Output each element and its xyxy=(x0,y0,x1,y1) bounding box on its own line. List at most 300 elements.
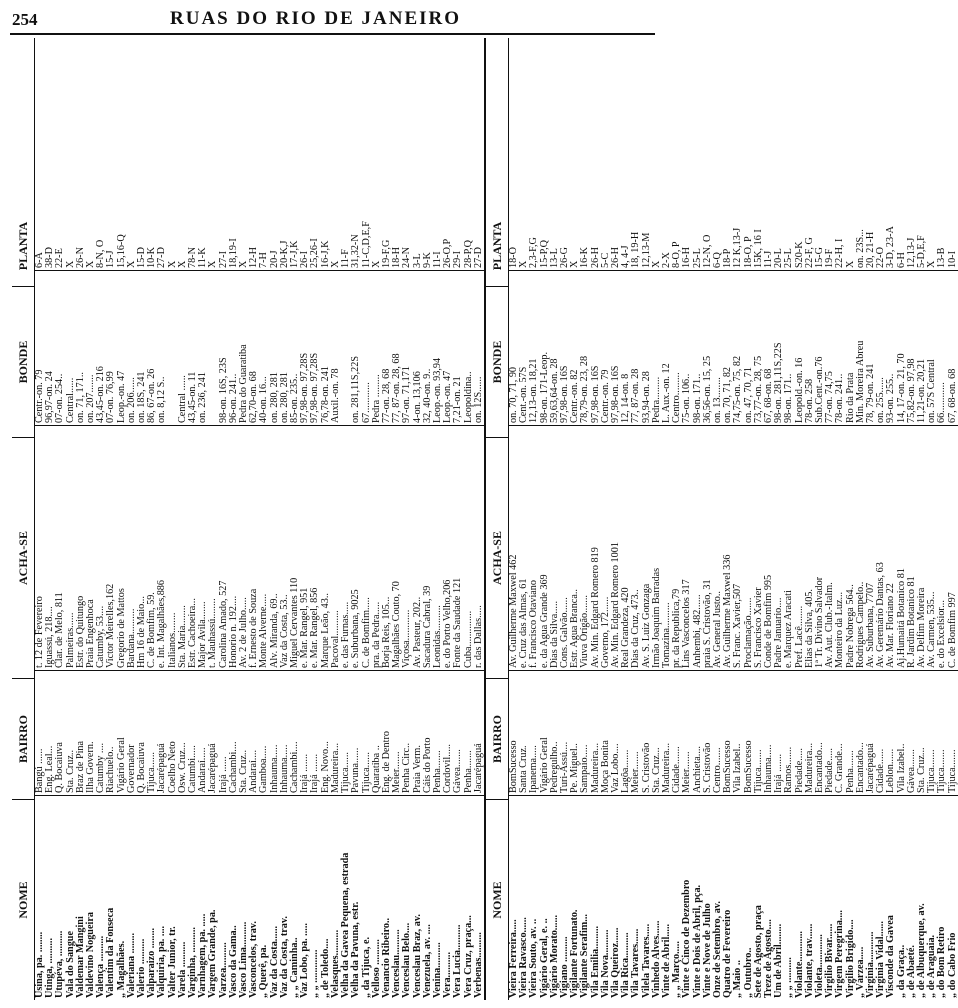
cell-bairro: Anchieta.... xyxy=(693,670,703,795)
cell-nome: Sete de Agosto, praça xyxy=(754,795,764,1000)
cell-bairro: Leblon...... xyxy=(886,670,896,795)
cell-planta: 20-L xyxy=(773,248,785,268)
cell-nome: „ „ Caminha.. xyxy=(290,795,300,1000)
header-planta: PLANTA xyxy=(489,221,504,271)
cell-acha: e. Cruz das Almas, 61 xyxy=(519,425,529,670)
cell-nome: Vinte e Nove de Julho xyxy=(703,795,713,1000)
cell-planta: 18-O, P xyxy=(742,236,754,268)
cell-bonde: Centr.-on. 82 xyxy=(570,270,580,425)
cell-acha: Monte Alverne..... xyxy=(259,425,269,670)
cell-bonde: Centr.-on. 79 xyxy=(601,270,611,425)
cell-nome: Varzea.......... xyxy=(219,795,229,1000)
cell-planta: 26-H xyxy=(589,247,601,268)
cell-planta: 15-J xyxy=(105,250,117,268)
cell-bonde: 78-on. 258 xyxy=(805,270,815,425)
header-nome: NOME xyxy=(12,799,34,1000)
cell-acha: Carolina Amado, 527 xyxy=(219,425,229,670)
cell-acha: Fonte da Saudade 121 xyxy=(453,425,463,670)
table-row xyxy=(754,38,764,1000)
cell-bonde: on. 207....... xyxy=(86,270,96,425)
cell-acha: Praia Engenhoca xyxy=(86,425,96,670)
cell-acha: e. Int. Magalhães,886 xyxy=(157,425,167,670)
cell-planta: X xyxy=(329,260,341,268)
cell-bonde: 85-on. 235.. xyxy=(290,270,300,425)
header-nome: NOME xyxy=(486,799,508,1000)
cell-bairro: Sta. Cruz... xyxy=(917,670,927,795)
cell-planta: 19-F xyxy=(824,248,836,268)
table-row xyxy=(693,38,703,1000)
cell-planta: 3-D, 23-A xyxy=(885,226,897,268)
cell-bairro: Cidade...... xyxy=(876,670,886,795)
cell-nome: Visconde da Gavea xyxy=(886,795,896,1000)
cell-bairro: BomSucesso xyxy=(509,670,519,795)
cell-nome: „ Querê, pa. xyxy=(259,795,269,1000)
cell-bairro: Pedregulho.. xyxy=(550,670,560,795)
cell-bairro: Eng. Leal... xyxy=(45,670,55,795)
cell-acha: Av. Min. Edgard Romero 819 xyxy=(591,425,601,670)
cell-bairro: Cordovil..... xyxy=(443,670,453,795)
cell-bonde: Leopold.-on. 16 xyxy=(795,270,805,425)
table-row xyxy=(137,38,147,1000)
cell-acha: Gregorio de Mattos xyxy=(117,425,127,670)
cell-nome: Violante, trav...... xyxy=(805,795,815,1000)
cell-bonde: 86, 67-on. 26 xyxy=(147,270,157,425)
cell-bonde: 77, 87-on. 28, 68 xyxy=(392,270,402,425)
cell-planta: 11-I xyxy=(431,251,443,268)
cell-bairro: Catumby .... xyxy=(96,670,106,795)
cell-bonde: on. 13........ xyxy=(713,270,723,425)
table-half-left xyxy=(12,38,486,1000)
cell-bonde: L. Aux.-on. 12 xyxy=(662,270,672,425)
cell-planta: 26-G xyxy=(558,247,570,268)
table-row xyxy=(392,38,402,1000)
cell-acha: Honorio n. 192.... xyxy=(229,425,239,670)
cell-acha: e. das Furnas..... xyxy=(341,425,351,670)
header-rule xyxy=(10,33,655,35)
cell-nome: Onze de Setembro, av. xyxy=(713,795,723,1000)
cell-planta: 18, 19-H xyxy=(630,231,642,268)
cell-bairro: Jacarépaguá xyxy=(866,670,876,795)
table-row xyxy=(382,38,392,1000)
cell-nome: Treze de Agosto.... xyxy=(764,795,774,1000)
cell-planta: 29-I xyxy=(452,251,464,268)
cell-planta: 26-H xyxy=(609,247,621,268)
cell-acha: 1ª Tr. Divino Salvador xyxy=(815,425,825,670)
cell-bonde: 97,98-on. 16S xyxy=(560,270,570,425)
cell-planta: 18,19-I xyxy=(227,238,239,268)
cell-nome: Velloso .......... xyxy=(372,795,382,1000)
cell-planta: 26-O,P xyxy=(442,238,454,268)
cell-acha: Sta. Maria........ xyxy=(178,425,188,670)
cell-bairro: Vila Izabel.. xyxy=(733,670,743,795)
cell-acha: Cuba.............. xyxy=(464,425,474,670)
cell-acha: Av. Mar. Floriano 22 xyxy=(886,425,896,670)
header-bonde: BONDE xyxy=(12,286,34,437)
cell-nome: Virginia Vidal...... xyxy=(876,795,886,1000)
cell-acha: t. Mauhassú........ xyxy=(208,425,218,670)
cell-nome: „ Magalhães. xyxy=(117,795,127,1000)
cell-bonde: 97-on. 71,171 xyxy=(402,270,412,425)
cell-planta: X xyxy=(844,260,856,268)
cell-acha: Pref. Lacê........ xyxy=(795,425,805,670)
cell-bonde: 93-on. 255.. xyxy=(886,270,896,425)
table-row xyxy=(219,38,229,1000)
table-row xyxy=(188,38,198,1000)
cell-bonde: 43,45-on. 11 xyxy=(188,270,198,425)
cell-planta: 18-H xyxy=(391,247,403,268)
cell-acha: Av. Suburbana, 7707 xyxy=(866,425,876,670)
cell-nome: Vila Nova.......... xyxy=(601,795,611,1000)
table-row xyxy=(948,38,958,1000)
cell-bairro: Irajá ...... xyxy=(219,670,229,795)
table-row xyxy=(550,38,560,1000)
table-row xyxy=(280,38,290,1000)
cell-bonde: on. 281,11S,22S xyxy=(351,270,361,425)
cell-bairro: Madureira... xyxy=(805,670,815,795)
cell-acha: S. Franc. Xavier,507 xyxy=(733,425,743,670)
cell-bairro: Madureira... xyxy=(662,670,672,795)
cell-nome: „ Outubro.. xyxy=(744,795,754,1000)
cell-nome: „ de Abaeté. xyxy=(907,795,917,1000)
cell-bonde: 96,97-on. 24 xyxy=(45,270,55,425)
table-row xyxy=(157,38,167,1000)
cell-nome: Verbenas.......... xyxy=(474,795,484,1000)
table-row xyxy=(66,38,76,1000)
cell-bonde: on. 18S, 241 xyxy=(137,270,147,425)
cell-bonde: 77-on. 28, 68 xyxy=(382,270,392,425)
page-number: 254 xyxy=(12,10,38,29)
cell-bairro: Riachuelo.. xyxy=(106,670,116,795)
cell-planta: 4, 4-J xyxy=(620,245,632,268)
cell-bonde: 93,94-on. 28 xyxy=(642,270,652,425)
cell-planta: X xyxy=(166,260,178,268)
cell-acha: S. Francisco Xavier xyxy=(754,425,764,670)
cell-acha: f. Ernesto de Souza xyxy=(249,425,259,670)
cell-planta: 15,16-Q xyxy=(115,234,127,268)
table-row xyxy=(713,38,723,1000)
cell-bonde: Min. Moreira Abreu xyxy=(856,270,866,425)
cell-acha: Av. Min. Edgard Romero 1001 xyxy=(611,425,621,670)
cell-planta: 18-P xyxy=(722,248,734,268)
cell-bonde: 36,56-on. 15, 25 xyxy=(703,270,713,425)
column-header-row xyxy=(12,38,35,1000)
cell-bairro: S. Cristovão xyxy=(642,670,652,795)
cell-acha: Miguel Cervantes 110 xyxy=(290,425,300,670)
cell-planta: 19-F,G xyxy=(380,239,392,268)
table-row xyxy=(96,38,106,1000)
cell-acha: e. Marquez Aracati xyxy=(784,425,794,670)
table-row xyxy=(723,38,733,1000)
cell-bonde: 07-on. 254.. xyxy=(55,270,65,425)
cell-planta: 10-I xyxy=(946,251,958,268)
table-row xyxy=(402,38,412,1000)
cell-acha: R. Jardim Botanico 81 xyxy=(907,425,917,670)
cell-nome: Vinte e Cinco de Dezembro xyxy=(682,795,692,1000)
header-acha-se: ACHA-SE xyxy=(486,437,508,678)
table-row xyxy=(117,38,127,1000)
cell-bairro: BomSucesso xyxy=(723,670,733,795)
cell-nome: Vaz Lobo, pa. ..... xyxy=(300,795,310,1000)
cell-bonde: 75-on. 106.. xyxy=(682,270,692,425)
cell-nome: Vigilante Serafim... xyxy=(580,795,590,1000)
cell-bonde: 78,79-on. 23, 28 xyxy=(580,270,590,425)
cell-planta: X xyxy=(569,260,581,268)
cell-acha: Marque Leão, 43.. xyxy=(321,425,331,670)
table-row xyxy=(856,38,866,1000)
cell-planta: X xyxy=(926,260,938,268)
cell-planta: 7-H xyxy=(258,252,270,268)
table-row xyxy=(795,38,805,1000)
table-row xyxy=(35,38,45,1000)
cell-bairro: Tijuca....... xyxy=(754,670,764,795)
table-row xyxy=(764,38,774,1000)
table-row xyxy=(229,38,239,1000)
cell-nome: Virginia............ xyxy=(866,795,876,1000)
cell-bonde: 62,70-on. 68 xyxy=(249,270,259,425)
cell-nome: Vieira Souto, av. .. xyxy=(529,795,539,1000)
table-row xyxy=(290,38,300,1000)
table-body-left xyxy=(35,38,484,1000)
cell-bairro: Vila Izabel.. xyxy=(897,670,907,795)
table-row xyxy=(249,38,259,1000)
cell-bonde: 07-on. 76,99 xyxy=(106,270,116,425)
cell-bairro: Inhauma..... xyxy=(270,670,280,795)
cell-nome: Vilela Tavares..... xyxy=(642,795,652,1000)
table-row xyxy=(321,38,331,1000)
cell-bairro: Coelho Neto xyxy=(168,670,178,795)
cell-planta: 24-N xyxy=(401,247,413,268)
cell-planta: 22-O xyxy=(875,247,887,268)
cell-bairro: Piedade..... xyxy=(795,670,805,795)
cell-bonde: 7,21-on. 21 xyxy=(453,270,463,425)
cell-nome: „ da Tijuca, e. xyxy=(362,795,372,1000)
cell-bairro: Quaratiba .. xyxy=(372,670,382,795)
cell-nome: „ Várzea..... xyxy=(856,795,866,1000)
table-row xyxy=(423,38,433,1000)
cell-acha: Proclamação....... xyxy=(744,425,754,670)
cell-planta: 8-O, P xyxy=(671,241,683,268)
table-row xyxy=(474,38,484,1000)
table-row xyxy=(300,38,310,1000)
cell-acha: Av. S. Luiz Gonzaga xyxy=(642,425,652,670)
cell-bonde: on. 206...... xyxy=(127,270,137,425)
cell-planta: X xyxy=(650,260,662,268)
cell-acha: Governo, 172...... xyxy=(601,425,611,670)
cell-bairro: Eng. Novo... xyxy=(321,670,331,795)
cell-bonde: 98-on. 171.. xyxy=(784,270,794,425)
cell-bonde: on. 70, 71, 90 xyxy=(509,270,519,425)
cell-bonde: on. 236, 241 xyxy=(198,270,208,425)
table-row xyxy=(76,38,86,1000)
cell-nome: Utinga, .......... xyxy=(45,795,55,1000)
cell-nome: Venceslau Belo.... xyxy=(402,795,412,1000)
cell-bairro: Catumbi..... xyxy=(188,670,198,795)
cell-planta: 16-K xyxy=(579,247,591,268)
page-header xyxy=(0,0,665,38)
cell-nome: Usina, pa. ........ xyxy=(35,795,45,1000)
cell-planta: 5-C xyxy=(599,252,611,268)
cell-planta: 3-L xyxy=(411,253,423,268)
cell-planta: 11-C,D,E,F xyxy=(360,221,372,268)
cell-nome: Vila Emilia......... xyxy=(591,795,601,1000)
cell-planta: 12,13-M xyxy=(640,232,652,268)
cell-nome: Vargem Grande, pa. xyxy=(208,795,218,1000)
table-row xyxy=(464,38,474,1000)
table-row xyxy=(270,38,280,1000)
cell-bairro: Gamboa..... xyxy=(259,670,269,795)
table-row xyxy=(917,38,927,1000)
cell-planta: 6-Q xyxy=(712,252,723,268)
cell-nome: Venancio Ribeiro.. xyxy=(382,795,392,1000)
cell-bairro: C. Grande... xyxy=(835,670,845,795)
cell-bonde: Centr.-on. 79 xyxy=(35,270,45,425)
cell-acha: Av. Delfim Moreira xyxy=(917,425,927,670)
table-row xyxy=(591,38,601,1000)
cell-acha: pra. da Pedra..... xyxy=(372,425,382,670)
cell-bairro: Ilha Govern. xyxy=(86,670,96,795)
cell-nome: Vinhedo Alves...... xyxy=(652,795,662,1000)
table-row xyxy=(560,38,570,1000)
cell-bairro: Gávea....... xyxy=(907,670,917,795)
cell-nome: Varela .......... xyxy=(178,795,188,1000)
table-row xyxy=(937,38,947,1000)
cell-bairro: Meier....... xyxy=(682,670,692,795)
cell-planta: 78-N xyxy=(187,247,199,268)
cell-bonde: Pedra ......... xyxy=(372,270,382,425)
cell-planta: X xyxy=(238,260,250,268)
cell-bonde: 77-on. 74,75 xyxy=(825,270,835,425)
cell-bairro: Vigário Geral xyxy=(117,670,127,795)
table-row xyxy=(611,38,621,1000)
cell-bairro: Centro....... xyxy=(713,670,723,795)
cell-bairro: Ramos....... xyxy=(784,670,794,795)
cell-planta: 25-L xyxy=(783,248,795,268)
cell-planta: X xyxy=(176,260,188,268)
cell-bairro: Gávea....... xyxy=(453,670,463,795)
cell-nome: Velasques.......... xyxy=(331,795,341,1000)
cell-bonde: 32, 40-on. 9.. xyxy=(423,270,433,425)
cell-acha: e. Mar. Rangel, 856 xyxy=(310,425,320,670)
cell-bonde: 66............ xyxy=(937,270,947,425)
cell-planta: 26-I xyxy=(299,251,311,268)
cell-nome: Vera Lucia.......... xyxy=(453,795,463,1000)
cell-acha: Aj.Humaitá Botanico 81 xyxy=(897,425,907,670)
cell-bonde: on. 280, 281 xyxy=(280,270,290,425)
cell-acha: Catumby, 53.... xyxy=(96,425,106,670)
cell-bonde: Cent.-on. 57S xyxy=(519,270,529,425)
cell-bairro: Vaz Lobo.... xyxy=(611,670,621,795)
cell-planta: 31,32-N xyxy=(350,234,362,268)
cell-bonde: 98-on. 171.. xyxy=(693,270,703,425)
table-row xyxy=(519,38,529,1000)
cell-acha: Padre Nobrega 564.. xyxy=(846,425,856,670)
table-row xyxy=(310,38,320,1000)
cell-bairro: Sta. Cruz... xyxy=(652,670,662,795)
table-row xyxy=(147,38,157,1000)
cell-nome: Quatro de Fevereiro xyxy=(723,795,733,1000)
table-row xyxy=(413,38,423,1000)
cell-nome: Venceslau Braz, av. xyxy=(413,795,423,1000)
cell-planta: 11-F xyxy=(340,249,352,268)
cell-bairro: Andaraí.... xyxy=(249,670,259,795)
cell-bonde: 43,45-on. 216 xyxy=(96,270,106,425)
cell-planta: 22-F, G xyxy=(803,237,815,268)
cell-planta: 8-N, O xyxy=(95,239,107,268)
cell-bairro: Osw. Cruz... xyxy=(178,670,188,795)
table-row xyxy=(927,38,937,1000)
cell-acha: Cons. Galvão...... xyxy=(560,425,570,670)
cell-acha: t. 12 de Fevereiro xyxy=(35,425,45,670)
table-row xyxy=(372,38,382,1000)
table-row xyxy=(341,38,351,1000)
cell-bairro: Inhauma..... xyxy=(764,670,774,795)
cell-acha: Av. General Justo.. xyxy=(713,425,723,670)
table-row xyxy=(362,38,372,1000)
header-acha-se: ACHA-SE xyxy=(12,437,34,678)
cell-planta: 2,3-F,G xyxy=(528,237,540,268)
cell-planta: 11-J xyxy=(763,250,775,268)
table-row xyxy=(178,38,188,1000)
cell-acha: Rodrigues Campelo.. xyxy=(856,425,866,670)
table-row xyxy=(703,38,713,1000)
table-row xyxy=(733,38,743,1000)
cell-nome: Vila Queiroz...... xyxy=(611,795,621,1000)
cell-nome: Varnhagem, pa. ..... xyxy=(198,795,208,1000)
cell-acha: Bardana.......... xyxy=(127,425,137,670)
table-row xyxy=(106,38,116,1000)
cell-nome: Vera.......... xyxy=(443,795,453,1000)
cell-bonde: 97,98-on. 97,28S xyxy=(300,270,310,425)
cell-bairro: Penha....... xyxy=(464,670,474,795)
cell-bairro: Eng. de Dentro xyxy=(382,670,392,795)
cell-planta: 12 K,13-J xyxy=(732,227,744,268)
cell-bonde: 76,78-on. 241 xyxy=(321,270,331,425)
cell-bairro: Irajá ....... xyxy=(774,670,784,795)
cell-planta: X xyxy=(370,260,382,268)
cell-acha: Magalhães Couto, 70 xyxy=(392,425,402,670)
cell-bairro: Piedade..... xyxy=(825,670,835,795)
cell-nome: Violante............ xyxy=(795,795,805,1000)
cell-bonde: 74,75-on. 75, 82 xyxy=(733,270,743,425)
table-row xyxy=(208,38,218,1000)
cell-bonde: on. 8,12 S.. xyxy=(157,270,167,425)
cell-bonde: Rio da Prata xyxy=(846,270,856,425)
table-row xyxy=(509,38,519,1000)
cell-bonde: on. 57S Central xyxy=(927,270,937,425)
cell-acha: Italianos........ xyxy=(168,425,178,670)
cell-bairro: Meier....... xyxy=(392,670,402,795)
cell-planta: 25,26-I xyxy=(309,238,321,268)
cell-nome: Vasco Lima.......... xyxy=(239,795,249,1000)
cell-planta: 26-N xyxy=(74,247,86,268)
cell-acha: Padre Januario.... xyxy=(774,425,784,670)
cell-bonde: 98-on. 171-Leop. xyxy=(540,270,550,425)
table-row xyxy=(846,38,856,1000)
cell-bairro: Encantado... xyxy=(856,670,866,795)
cell-bonde: Sub.Cent.-on.76 xyxy=(815,270,825,425)
cell-bonde: on. 70, 71, 82 xyxy=(723,270,733,425)
cell-bairro: Tijuca....... xyxy=(937,670,947,795)
cell-planta: 2-X xyxy=(660,252,672,268)
cell-acha: pr. da Republica,79 xyxy=(672,425,682,670)
cell-nome: Virgilio Brigido.... xyxy=(846,795,856,1000)
table-row xyxy=(805,38,815,1000)
cell-acha: Hm 16 de Maio... xyxy=(137,425,147,670)
table-row xyxy=(86,38,96,1000)
cell-nome: Virgilio Bivar...... xyxy=(825,795,835,1000)
cell-bonde: Pedra......... xyxy=(652,270,662,425)
cell-bonde: 67, 68-on. 68 xyxy=(764,270,774,425)
